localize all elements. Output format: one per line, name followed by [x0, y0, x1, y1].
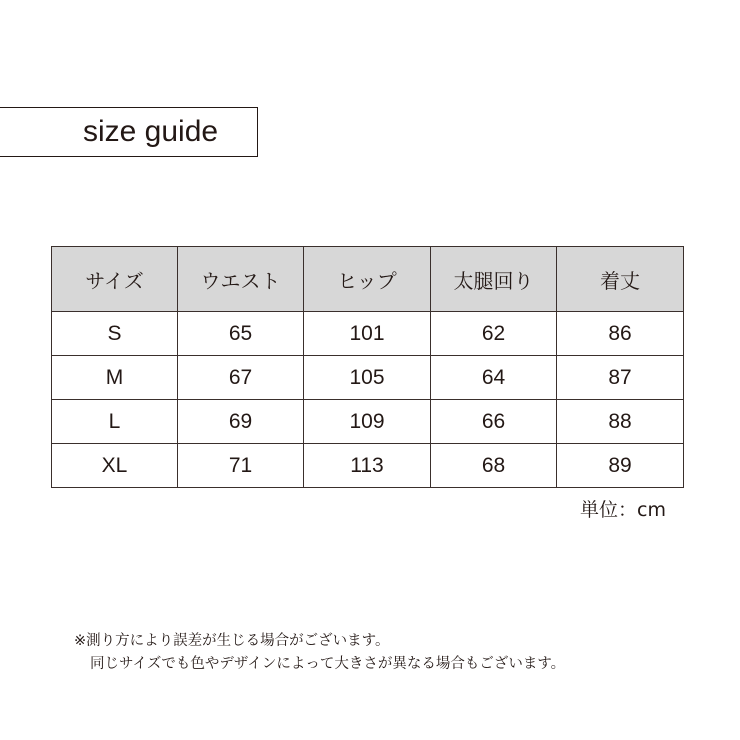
cell-size: M — [52, 356, 178, 400]
unit-note: 単位：cm — [580, 499, 666, 521]
cell-length: 87 — [557, 356, 684, 400]
cell-hip: 105 — [304, 356, 431, 400]
cell-waist: 69 — [178, 400, 304, 444]
table-row — [52, 356, 684, 400]
header-waist: ウエスト — [178, 247, 304, 312]
cell-size: XL — [52, 444, 178, 488]
cell-hip: 113 — [304, 444, 431, 488]
cell-thigh: 62 — [431, 312, 557, 356]
cell-hip: 101 — [304, 312, 431, 356]
page-title: size guide — [83, 115, 219, 148]
measurement-note: ※測り方により誤差が生じる場合がございます。 — [74, 633, 390, 649]
table-header-row — [52, 247, 684, 312]
cell-size: L — [52, 400, 178, 444]
header-thigh: 太腿回り — [431, 247, 557, 312]
header-hip: ヒップ — [304, 247, 431, 312]
cell-length: 86 — [557, 312, 684, 356]
cell-thigh: 68 — [431, 444, 557, 488]
cell-hip: 109 — [304, 400, 431, 444]
header-size: サイズ — [52, 247, 178, 312]
table-row — [52, 312, 684, 356]
cell-length: 89 — [557, 444, 684, 488]
cell-waist: 67 — [178, 356, 304, 400]
size-variation-note: 同じサイズでも色やデザインによって大きさが異なる場合もございます。 — [90, 656, 566, 672]
cell-waist: 65 — [178, 312, 304, 356]
table-row — [52, 444, 684, 488]
cell-thigh: 66 — [431, 400, 557, 444]
cell-length: 88 — [557, 400, 684, 444]
table-row — [52, 400, 684, 444]
cell-waist: 71 — [178, 444, 304, 488]
title-box — [0, 107, 258, 157]
cell-size: S — [52, 312, 178, 356]
size-table — [51, 246, 684, 488]
header-length: 着丈 — [557, 247, 684, 312]
cell-thigh: 64 — [431, 356, 557, 400]
